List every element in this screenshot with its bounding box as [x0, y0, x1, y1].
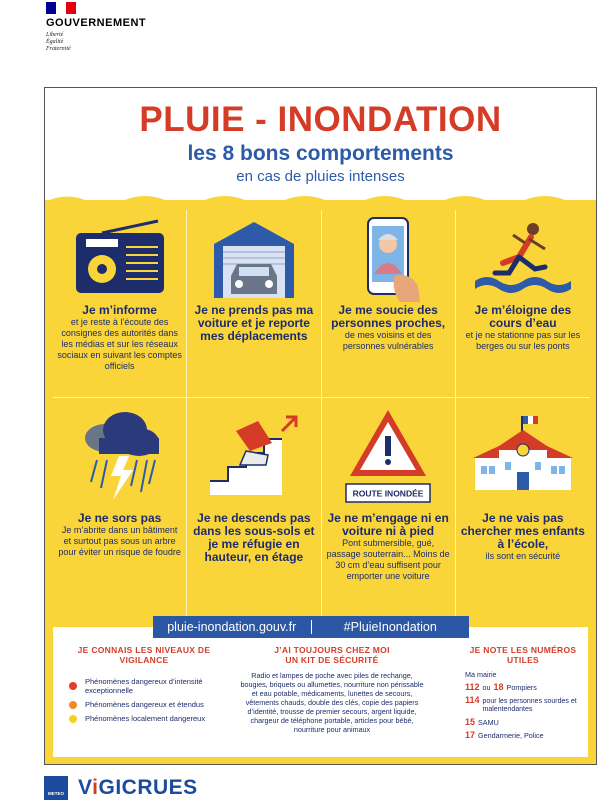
motto [46, 32, 186, 53]
flag-red [66, 2, 76, 14]
behavior-title: Je m’informe [82, 303, 157, 317]
vigilance-level-label: Phénomènes dangereux et étendus [85, 700, 204, 709]
number-label: Gendarmerie, Police [478, 731, 544, 740]
poster-title: PLUIE - INONDATION [139, 100, 502, 139]
behavior-text: et je ne stationne pas sur les berges ou sur les ponts [465, 330, 581, 351]
phone-call-icon [348, 214, 428, 302]
behavior-title: Je ne m’engage ni en voiture ni à pied [327, 511, 449, 538]
radio-icon [72, 219, 168, 297]
number-label: Pompiers [506, 683, 537, 692]
school-icon [473, 416, 573, 496]
number-or: ou [482, 683, 491, 692]
number-value: 17 [465, 730, 476, 740]
number-value: 15 [465, 717, 476, 727]
behavior-card [456, 398, 590, 616]
running-person-icon [475, 217, 571, 299]
behavior-title: Je ne sors pas [77, 511, 162, 525]
numbers-section [465, 645, 581, 743]
vigicrues-part: V [78, 776, 93, 799]
number-label: pour les personnes sourdes et malentendantes [482, 698, 577, 713]
sign-label: ROUTE INONDÉE [352, 488, 424, 499]
vigicrues-logo [78, 776, 198, 800]
vigilance-level [69, 714, 219, 723]
government-logo [46, 2, 186, 53]
vigicrues-part: GICRUES [98, 776, 198, 799]
warning-sign-icon [340, 404, 436, 508]
garage-car-icon [209, 216, 299, 300]
government-label: GOUVERNEMENT [46, 17, 147, 29]
number-line [465, 717, 581, 727]
behavior-card [187, 210, 321, 398]
behavior-text: Pont submersible, gué, passage souterrain... Moins de 30 cm d’eau suffisent pour emporter une voiture [326, 538, 450, 581]
behavior-title: Je m’éloigne des cours d’eau [474, 303, 572, 330]
hashtag: #PluieInondation [343, 620, 437, 634]
number-value: 114 [465, 695, 480, 705]
storm-cloud-icon [75, 408, 165, 504]
behaviors-grid [53, 210, 590, 616]
behavior-title: Je ne descends pas dans les sous-sols et je me réfugie en hauteur, en étage [193, 511, 315, 564]
vigilance-list [69, 677, 219, 723]
number-label: SAMU [478, 718, 499, 727]
number-line [465, 730, 581, 740]
flood-poster [44, 87, 597, 765]
vigilance-level [69, 700, 219, 709]
footer-logos [44, 776, 198, 800]
web-banner [153, 616, 469, 638]
motto-line: Fraternité [46, 46, 71, 52]
stairs-up-icon [206, 411, 302, 501]
numbers-list [465, 670, 581, 740]
behavior-title: Je ne vais pas chercher mes enfants à l’école, [460, 511, 585, 551]
behavior-text: Je m’abrite dans un bâtiment et surtout pas sous un arbre pour éviter un risque de foudre [58, 525, 181, 557]
vigilance-level-label: Phénomènes localement dangereux [85, 714, 206, 723]
flag-white [56, 2, 66, 14]
behavior-card [456, 210, 590, 398]
number-line [465, 682, 581, 692]
behavior-text: ils sont en sécurité [485, 551, 561, 561]
vigilance-section [69, 645, 219, 728]
meteo-france-logo: METEO [44, 776, 68, 800]
behavior-card [187, 398, 321, 616]
numbers-heading: JE NOTE LES NUMÉROS UTILES [469, 645, 577, 665]
number-value: 18 [493, 682, 504, 692]
behavior-title: Je ne prends pas ma voiture et je reporte mes déplacements [194, 303, 314, 343]
behavior-title: Je me soucie des personnes proches, [331, 303, 446, 330]
flag-blue [46, 2, 56, 14]
motto-line: Égalité [46, 39, 64, 45]
kit-heading: J’AI TOUJOURS CHEZ MOI UN KIT DE SÉCURITÉ [274, 645, 390, 665]
wave-decoration [45, 188, 597, 212]
behavior-card [322, 398, 456, 616]
motto-line: Liberté [46, 32, 64, 38]
french-flag-icon [46, 2, 76, 14]
vigilance-heading: JE CONNAIS LES NIVEAUX DE VIGILANCE [77, 645, 211, 665]
orange-dot-icon [69, 701, 77, 709]
behavior-text: et je reste à l’écoute des consignes des autorités dans les médias et sur les réseaux sociaux en suivant les comptes officiels [57, 317, 182, 371]
mairie-line: Ma mairie [465, 670, 497, 679]
kit-section [239, 645, 425, 734]
behavior-card [53, 210, 187, 398]
poster-subtitle: les 8 bons comportements [187, 142, 454, 165]
vigilance-level-label: Phénomènes dangereux d’intensité exceptionnelle [85, 677, 203, 695]
red-dot-icon [69, 682, 77, 690]
behavior-card [322, 210, 456, 398]
info-box [53, 627, 588, 757]
behavior-card [53, 398, 187, 616]
number-value: 112 [465, 682, 480, 692]
kit-text: Radio et lampes de poche avec piles de rechange, bougies, briquets ou allumettes, nourriture non périssable et eau potable, médicaments, lunettes de secours, vêtements chauds, double des clés, copie des papiers d’identité, trousse de premier secours, argent liquide, chargeur de téléphone portable, articles pour bébé, nourriture pour animaux [240, 671, 424, 734]
vigicrues-part: i [92, 776, 99, 799]
behavior-text: de mes voisins et des personnes vulnérables [342, 330, 434, 351]
number-line [465, 695, 581, 714]
website-link[interactable]: pluie-inondation.gouv.fr [153, 620, 312, 634]
yellow-dot-icon [69, 715, 77, 723]
poster-subsubtitle: en cas de pluies intenses [236, 168, 405, 185]
vigilance-level [69, 677, 219, 695]
